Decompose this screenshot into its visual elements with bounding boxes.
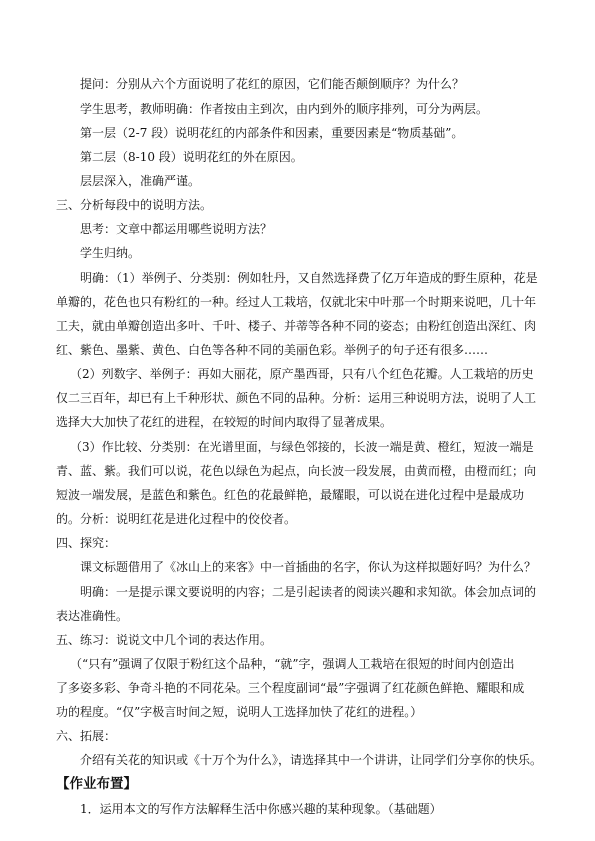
text-line: （“只有”强调了仅限于粉红这个品种，“就”字，强调人工栽培在很短的时间内创造出 — [70, 657, 515, 671]
text-line: 明确：一是提示课文要说明的内容；二是引起读者的阅读兴趣和求知欲。体会加点词的 — [80, 585, 537, 599]
text-line: 学生归纳。 — [80, 246, 141, 260]
text-line: 选择大大加快了花红的进程，在较短的时间内取得了显著成果。 — [56, 415, 393, 429]
text-line: 短波一端发展，是蓝色和紫色。红色的花最鲜艳，最耀眼，可以说在进化过程中是最成功 — [56, 488, 525, 502]
text-line: 提问：分别从六个方面说明了花红的原因，它们能否颠倒顺序？为什么？ — [80, 77, 465, 91]
section-heading: 六、拓展： — [56, 729, 117, 743]
text-line: 了多姿多彩、争奇斗艳的不同花朵。三个程度副词“最”字强调了红花颜色鲜艳、耀眼和成 — [56, 681, 525, 695]
text-line: （3）作比较、分类别：在光谱里面，与绿色邻接的，长波一端是黄、橙红，短波一端是 — [70, 440, 534, 454]
text-line: 单瓣的，花色也只有粉红的一种。经过人工栽培，仅就北宋中叶那一个时期来说吧，几十年 — [56, 295, 537, 309]
text-line: 功的程度。“仅”字极言时间之短，说明人工选择加快了花红的进程。） — [56, 705, 423, 719]
text-line: 红、紫色、墨紫、黄色、白色等各种不同的美丽色彩。举例子的句子还有很多…… — [56, 343, 489, 357]
text-line: 明确：（1）举例子、分类别：例如牡丹，又自然选择费了亿万年造成的野生原种，花是 — [80, 271, 538, 285]
section-heading: 三、分析每段中的说明方法。 — [56, 198, 213, 212]
section-heading: 四、探究： — [56, 536, 117, 550]
text-line: 仅二三百年，却已有上千种形状、颜色不同的品种。分析：运用三种说明方法，说明了人工 — [56, 391, 537, 405]
text-line: 介绍有关花的知识或《十万个为什么》，请选择其中一个讲讲，让同学们分享你的快乐。 — [80, 753, 543, 767]
text-line: 学生思考，教师明确：作者按由主到次，由内到外的顺序排列，可分为两层。 — [80, 102, 489, 116]
text-line: 表达准确性。 — [56, 609, 129, 623]
text-line: 第二层（8-10 段）说明花红的外在原因。 — [80, 150, 303, 164]
text-line: 的。分析：说明红花是进化过程中的佼佼者。 — [56, 512, 297, 526]
text-line: 青、蓝、紫。我们可以说，花色以绿色为起点，向长波一段发展，由黄而橙，由橙而红；向 — [56, 464, 537, 478]
text-line: 思考：文章中都运用哪些说明方法？ — [80, 222, 273, 236]
text-line: 层层深入，准确严谨。 — [80, 174, 201, 188]
section-heading: 五、练习：说说文中几个词的表达作用。 — [56, 633, 273, 647]
text-line: （2）列数字、举例子：再如大丽花，原产墨西哥，只有八个红色花瓣。人工栽培的历史 — [70, 367, 534, 381]
homework-heading: 【作业布置】 — [56, 776, 137, 792]
text-line: 课文标题借用了《冰山上的来客》中一首插曲的名字，你认为这样拟题好吗？为什么？ — [80, 560, 537, 574]
text-line: 第一层（2-7 段）说明花红的内部条件和因素，重要因素是“物质基础”。 — [80, 126, 464, 140]
text-line: 工夫，就由单瓣创造出多叶、千叶、楼子、并蒂等各种不同的姿态；由粉红创造出深红、肉 — [56, 319, 537, 333]
text-line: 1．运用本文的写作方法解释生活中你感兴趣的某种现象。（基础题） — [80, 802, 442, 816]
